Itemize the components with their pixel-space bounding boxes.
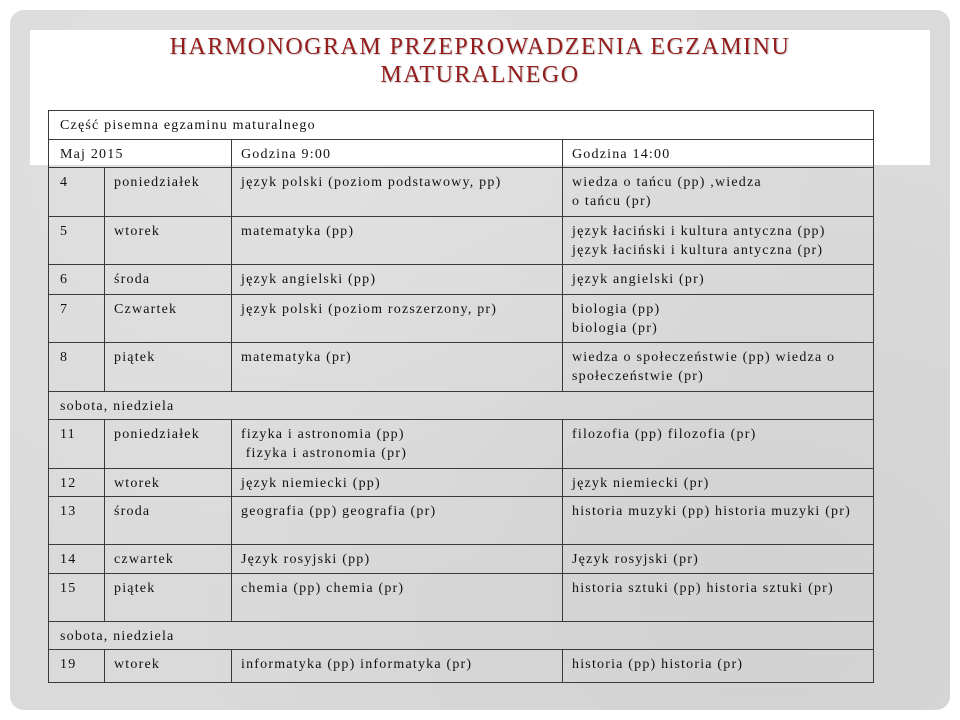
morning-exam-cell [232, 650, 563, 683]
exam-line: Język rosyjski (pp) [241, 552, 371, 567]
morning-exam-cell [232, 545, 563, 574]
afternoon-exam-cell [563, 497, 874, 545]
exam-line: historia sztuki (pp) historia sztuki (pr) [572, 581, 834, 596]
exam-line: język łaciński i kultura antyczna (pp) [572, 224, 826, 239]
morning-exam-cell [232, 420, 563, 469]
afternoon-exam-cell [563, 469, 874, 497]
day-number-cell: 8 [49, 343, 105, 392]
exam-line: geografia (pp) geografia (pr) [241, 504, 437, 519]
afternoon-exam-cell [563, 343, 874, 392]
exam-line: język niemiecki (pr) [572, 476, 710, 491]
exam-line: fizyka i astronomia (pr) [241, 446, 408, 461]
weekend-label: sobota, niedziela [49, 622, 874, 650]
afternoon-exam-cell [563, 265, 874, 295]
exam-line: wiedza o tańcu (pp) ,wiedza [572, 175, 762, 190]
day-number-cell: 14 [49, 545, 105, 574]
day-number-cell: 15 [49, 574, 105, 622]
exam-line: matematyka (pp) [241, 224, 355, 239]
afternoon-exam-cell [563, 420, 874, 469]
weekday-cell: środa [105, 265, 232, 295]
exam-line: informatyka (pp) informatyka (pr) [241, 657, 473, 672]
weekday-cell: środa [105, 497, 232, 545]
afternoon-exam-cell [563, 545, 874, 574]
weekday-cell: piątek [105, 574, 232, 622]
day-number-cell: 19 [49, 650, 105, 683]
exam-line: biologia (pr) [572, 321, 658, 336]
exam-line: język polski (poziom rozszerzony, pr) [241, 302, 498, 317]
header-month: Maj 2015 [49, 140, 232, 168]
day-number-cell: 7 [49, 295, 105, 343]
exam-line: wiedza o społeczeństwie (pp) wiedza o [572, 350, 836, 365]
morning-exam-cell [232, 497, 563, 545]
exam-line: język angielski (pr) [572, 272, 705, 287]
afternoon-exam-cell [563, 217, 874, 265]
exam-line: historia (pp) historia (pr) [572, 657, 744, 672]
weekday-cell: poniedziałek [105, 420, 232, 469]
header-morning: Godzina 9:00 [232, 140, 563, 168]
day-number-cell: 11 [49, 420, 105, 469]
exam-line: język niemiecki (pp) [241, 476, 381, 491]
morning-exam-cell [232, 217, 563, 265]
exam-line: społeczeństwie (pr) [572, 369, 705, 384]
slide-title: HARMONOGRAM PRZEPROWADZENIA EGZAMINU MATURALNEGO [169, 34, 791, 88]
afternoon-exam-cell [563, 168, 874, 217]
morning-exam-cell [232, 295, 563, 343]
exam-line: filozofia (pp) filozofia (pr) [572, 427, 757, 442]
exam-line: biologia (pp) [572, 302, 661, 317]
weekday-cell: wtorek [105, 469, 232, 497]
weekday-cell: piątek [105, 343, 232, 392]
morning-exam-cell [232, 265, 563, 295]
day-number-cell: 4 [49, 168, 105, 217]
weekday-cell: wtorek [105, 217, 232, 265]
afternoon-exam-cell [563, 650, 874, 683]
afternoon-exam-cell [563, 295, 874, 343]
header-afternoon: Godzina 14:00 [563, 140, 874, 168]
morning-exam-cell [232, 574, 563, 622]
weekday-cell: poniedziałek [105, 168, 232, 217]
exam-line: o tańcu (pr) [572, 194, 652, 209]
day-number-cell: 13 [49, 497, 105, 545]
exam-line: język angielski (pp) [241, 272, 377, 287]
day-number-cell: 6 [49, 265, 105, 295]
exam-line: język łaciński i kultura antyczna (pr) [572, 243, 824, 258]
weekday-cell: Czwartek [105, 295, 232, 343]
day-number-cell: 5 [49, 217, 105, 265]
weekday-cell: wtorek [105, 650, 232, 683]
morning-exam-cell [232, 343, 563, 392]
weekend-label: sobota, niedziela [49, 392, 874, 420]
exam-line: język polski (poziom podstawowy, pp) [241, 175, 502, 190]
exam-line: chemia (pp) chemia (pr) [241, 581, 405, 596]
morning-exam-cell [232, 469, 563, 497]
exam-line: matematyka (pr) [241, 350, 352, 365]
schedule-table [48, 110, 874, 683]
table-caption: Część pisemna egzaminu maturalnego [49, 111, 874, 140]
exam-line: historia muzyki (pp) historia muzyki (pr) [572, 504, 851, 519]
day-number-cell: 12 [49, 469, 105, 497]
weekday-cell: czwartek [105, 545, 232, 574]
exam-line: Język rosyjski (pr) [572, 552, 700, 567]
afternoon-exam-cell [563, 574, 874, 622]
exam-line: fizyka i astronomia (pp) [241, 427, 405, 442]
morning-exam-cell [232, 168, 563, 217]
